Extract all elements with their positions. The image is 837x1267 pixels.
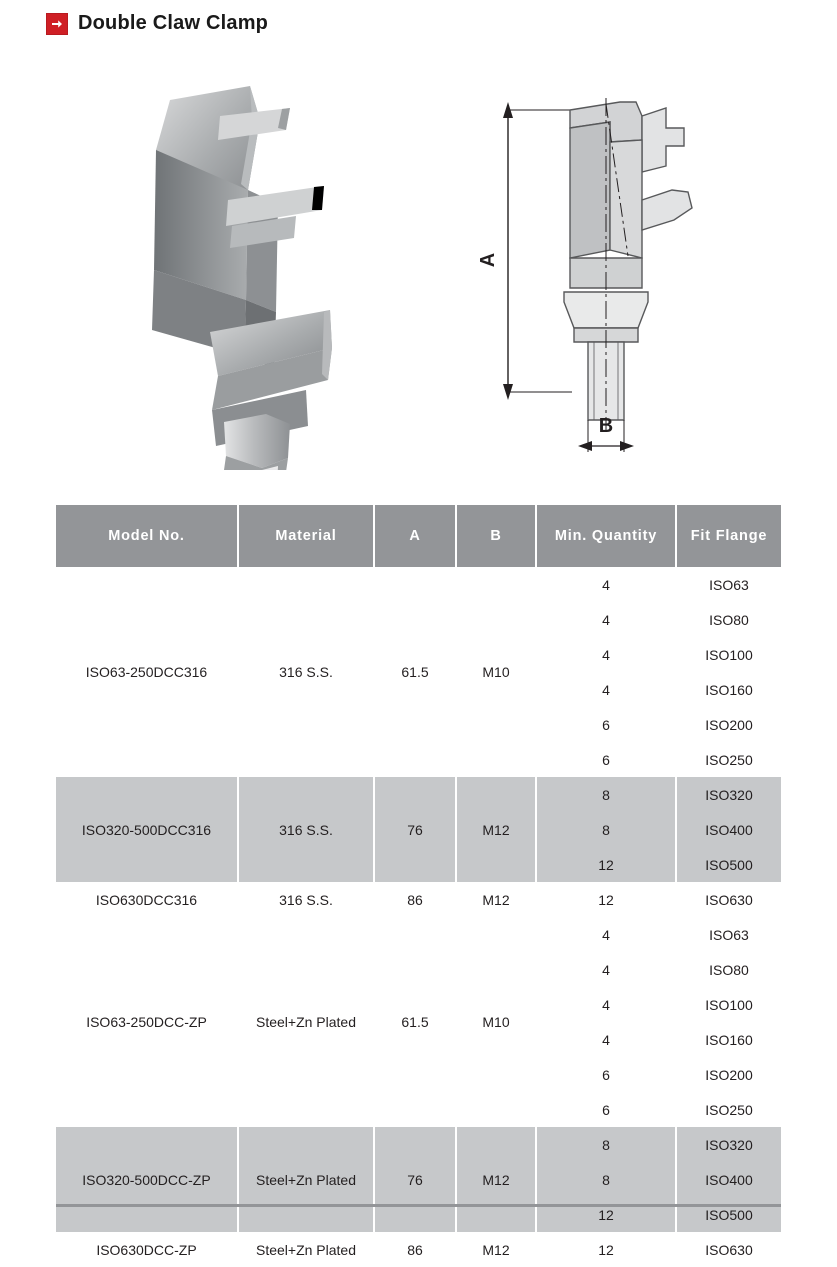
cell-min-quantity: 8 bbox=[536, 1162, 676, 1197]
cell-a: 76 bbox=[374, 1127, 456, 1232]
cell-min-quantity: 12 bbox=[536, 847, 676, 882]
dimensioned-side-view-drawing bbox=[460, 80, 790, 470]
cell-fit-flange: ISO100 bbox=[676, 987, 781, 1022]
dimension-label-b: B bbox=[598, 415, 614, 437]
cell-a: 86 bbox=[374, 882, 456, 917]
cell-fit-flange: ISO400 bbox=[676, 812, 781, 847]
cell-fit-flange: ISO80 bbox=[676, 952, 781, 987]
cell-material: 316 S.S. bbox=[238, 777, 374, 882]
cell-b: M12 bbox=[456, 1232, 536, 1267]
table-body bbox=[56, 567, 781, 1267]
cell-a: 86 bbox=[374, 1232, 456, 1267]
column-header-material: Material bbox=[238, 505, 374, 567]
cell-fit-flange: ISO63 bbox=[676, 917, 781, 952]
page-title-row bbox=[46, 12, 268, 35]
cell-model: ISO63-250DCC-ZP bbox=[56, 917, 238, 1127]
cell-a: 61.5 bbox=[374, 917, 456, 1127]
cell-b: M10 bbox=[456, 567, 536, 777]
column-header-fit-flange: Fit Flange bbox=[676, 505, 781, 567]
cell-fit-flange: ISO200 bbox=[676, 1057, 781, 1092]
column-header-model: Model No. bbox=[56, 505, 238, 567]
cell-min-quantity: 4 bbox=[536, 952, 676, 987]
column-header-a: A bbox=[374, 505, 456, 567]
cell-min-quantity: 4 bbox=[536, 672, 676, 707]
table-row bbox=[56, 882, 781, 917]
cell-fit-flange: ISO160 bbox=[676, 1022, 781, 1057]
cell-model: ISO320-500DCC316 bbox=[56, 777, 238, 882]
cell-fit-flange: ISO250 bbox=[676, 742, 781, 777]
cell-b: M10 bbox=[456, 917, 536, 1127]
cell-min-quantity: 4 bbox=[536, 987, 676, 1022]
cell-material: Steel+Zn Plated bbox=[238, 1232, 374, 1267]
cell-a: 76 bbox=[374, 777, 456, 882]
cell-min-quantity: 12 bbox=[536, 1232, 676, 1267]
spec-table bbox=[56, 505, 781, 1267]
cell-fit-flange: ISO500 bbox=[676, 847, 781, 882]
cell-fit-flange: ISO63 bbox=[676, 567, 781, 602]
cell-fit-flange: ISO500 bbox=[676, 1197, 781, 1232]
table-row bbox=[56, 777, 781, 812]
cell-model: ISO630DCC-ZP bbox=[56, 1232, 238, 1267]
table-bottom-rule bbox=[56, 1204, 781, 1207]
table-row bbox=[56, 1232, 781, 1267]
cell-b: M12 bbox=[456, 1127, 536, 1232]
cell-min-quantity: 6 bbox=[536, 742, 676, 777]
cell-min-quantity: 6 bbox=[536, 707, 676, 742]
cell-model: ISO320-500DCC-ZP bbox=[56, 1127, 238, 1232]
cell-min-quantity: 4 bbox=[536, 1022, 676, 1057]
cell-material: 316 S.S. bbox=[238, 882, 374, 917]
cell-fit-flange: ISO320 bbox=[676, 777, 781, 812]
cell-model: ISO630DCC316 bbox=[56, 882, 238, 917]
cell-min-quantity: 4 bbox=[536, 602, 676, 637]
cell-model: ISO63-250DCC316 bbox=[56, 567, 238, 777]
column-header-min-quantity: Min. Quantity bbox=[536, 505, 676, 567]
cell-fit-flange: ISO100 bbox=[676, 637, 781, 672]
dimension-label-a: A bbox=[477, 252, 499, 268]
cell-min-quantity: 6 bbox=[536, 1057, 676, 1092]
table-row bbox=[56, 567, 781, 602]
cell-fit-flange: ISO80 bbox=[676, 602, 781, 637]
cell-material: Steel+Zn Plated bbox=[238, 917, 374, 1127]
cell-fit-flange: ISO200 bbox=[676, 707, 781, 742]
cell-fit-flange: ISO630 bbox=[676, 1232, 781, 1267]
cell-min-quantity: 4 bbox=[536, 917, 676, 952]
cell-a: 61.5 bbox=[374, 567, 456, 777]
figures-area bbox=[0, 70, 837, 490]
cell-fit-flange: ISO320 bbox=[676, 1127, 781, 1162]
cell-fit-flange: ISO630 bbox=[676, 882, 781, 917]
isometric-product-render bbox=[100, 80, 400, 470]
cell-min-quantity: 4 bbox=[536, 637, 676, 672]
cell-min-quantity: 12 bbox=[536, 1197, 676, 1232]
cell-min-quantity: 8 bbox=[536, 812, 676, 847]
cell-fit-flange: ISO400 bbox=[676, 1162, 781, 1197]
table-row bbox=[56, 1127, 781, 1162]
table-row bbox=[56, 917, 781, 952]
cell-b: M12 bbox=[456, 777, 536, 882]
cell-fit-flange: ISO160 bbox=[676, 672, 781, 707]
table-header-row bbox=[56, 505, 781, 567]
page-title: Double Claw Clamp bbox=[78, 12, 269, 34]
cell-b: M12 bbox=[456, 882, 536, 917]
cell-fit-flange: ISO250 bbox=[676, 1092, 781, 1127]
column-header-b: B bbox=[456, 505, 536, 567]
cell-min-quantity: 6 bbox=[536, 1092, 676, 1127]
cell-min-quantity: 8 bbox=[536, 777, 676, 812]
cell-min-quantity: 8 bbox=[536, 1127, 676, 1162]
cell-min-quantity: 4 bbox=[536, 567, 676, 602]
cell-material: Steel+Zn Plated bbox=[238, 1127, 374, 1232]
cell-min-quantity: 12 bbox=[536, 882, 676, 917]
spec-table-wrap bbox=[56, 505, 781, 1267]
arrow-right-box-icon bbox=[46, 13, 68, 35]
cell-material: 316 S.S. bbox=[238, 567, 374, 777]
